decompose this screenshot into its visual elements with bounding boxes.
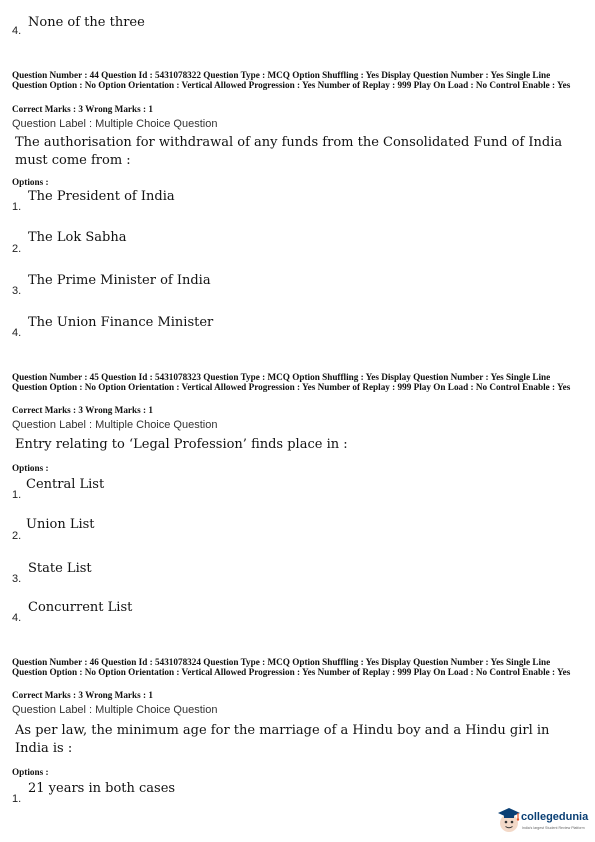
option-text: Union List bbox=[26, 517, 95, 532]
option-number: 4. bbox=[12, 327, 22, 339]
collegedunia-logo bbox=[497, 804, 589, 838]
question-meta: Question Number : 44 Question Id : 5431078322 Question Type : MCQ Option Shuffling : Yes Display Question Number : Yes Single Line Question Option : No Option Orientation : Vertical Allowed Progression : Yes Number of Replay : 999 Play On Load : No Control Enable : Yes bbox=[12, 70, 571, 91]
option-text: None of the three bbox=[28, 15, 145, 30]
question-text: Entry relating to ‘Legal Profession’ finds place in : bbox=[15, 437, 348, 452]
option-number: 3. bbox=[12, 573, 22, 585]
option-number: 2. bbox=[12, 243, 22, 255]
option-text: The Union Finance Minister bbox=[28, 315, 214, 330]
options-header: Options : bbox=[12, 767, 49, 777]
options-header: Options : bbox=[12, 177, 49, 187]
logo-tagline: India's largest Student Review Platform bbox=[522, 826, 585, 830]
question-meta: Question Number : 46 Question Id : 5431078324 Question Type : MCQ Option Shuffling : Yes Display Question Number : Yes Single Line Question Option : No Option Orientation : Vertical Allowed Progression : Yes Number of Replay : 999 Play On Load : No Control Enable : Yes bbox=[12, 657, 571, 678]
question-label: Question Label : Multiple Choice Question bbox=[12, 419, 218, 431]
option-text: The President of India bbox=[28, 189, 175, 204]
marks-line: Correct Marks : 3 Wrong Marks : 1 bbox=[12, 104, 153, 114]
question-meta: Question Number : 45 Question Id : 5431078323 Question Type : MCQ Option Shuffling : Yes Display Question Number : Yes Single Line Question Option : No Option Orientation : Vertical Allowed Progression : Yes Number of Replay : 999 Play On Load : No Control Enable : Yes bbox=[12, 372, 571, 393]
option-number: 4. bbox=[12, 612, 22, 624]
option-number: 3. bbox=[12, 285, 22, 297]
marks-line: Correct Marks : 3 Wrong Marks : 1 bbox=[12, 405, 153, 415]
option-text: Concurrent List bbox=[28, 600, 133, 615]
graduation-cap-icon bbox=[497, 806, 521, 834]
option-number: 1. bbox=[12, 489, 22, 501]
question-label: Question Label : Multiple Choice Question bbox=[12, 704, 218, 716]
option-text: Central List bbox=[26, 477, 105, 492]
option-text: The Prime Minister of India bbox=[28, 273, 211, 288]
option-number: 1. bbox=[12, 201, 22, 213]
question-text: As per law, the minimum age for the marriage of a Hindu boy and a Hindu girl in India is : bbox=[15, 723, 550, 756]
question-text: The authorisation for withdrawal of any funds from the Consolidated Fund of India must come from : bbox=[15, 135, 563, 168]
option-text: The Lok Sabha bbox=[28, 230, 127, 245]
option-text: State List bbox=[28, 561, 92, 576]
option-number: 4. bbox=[12, 25, 22, 37]
marks-line: Correct Marks : 3 Wrong Marks : 1 bbox=[12, 690, 153, 700]
options-header: Options : bbox=[12, 463, 49, 473]
logo-wordmark: collegedunia bbox=[521, 811, 589, 823]
question-label: Question Label : Multiple Choice Question bbox=[12, 118, 218, 130]
option-number: 2. bbox=[12, 530, 22, 542]
option-number: 1. bbox=[12, 793, 22, 805]
option-text: 21 years in both cases bbox=[28, 781, 176, 796]
